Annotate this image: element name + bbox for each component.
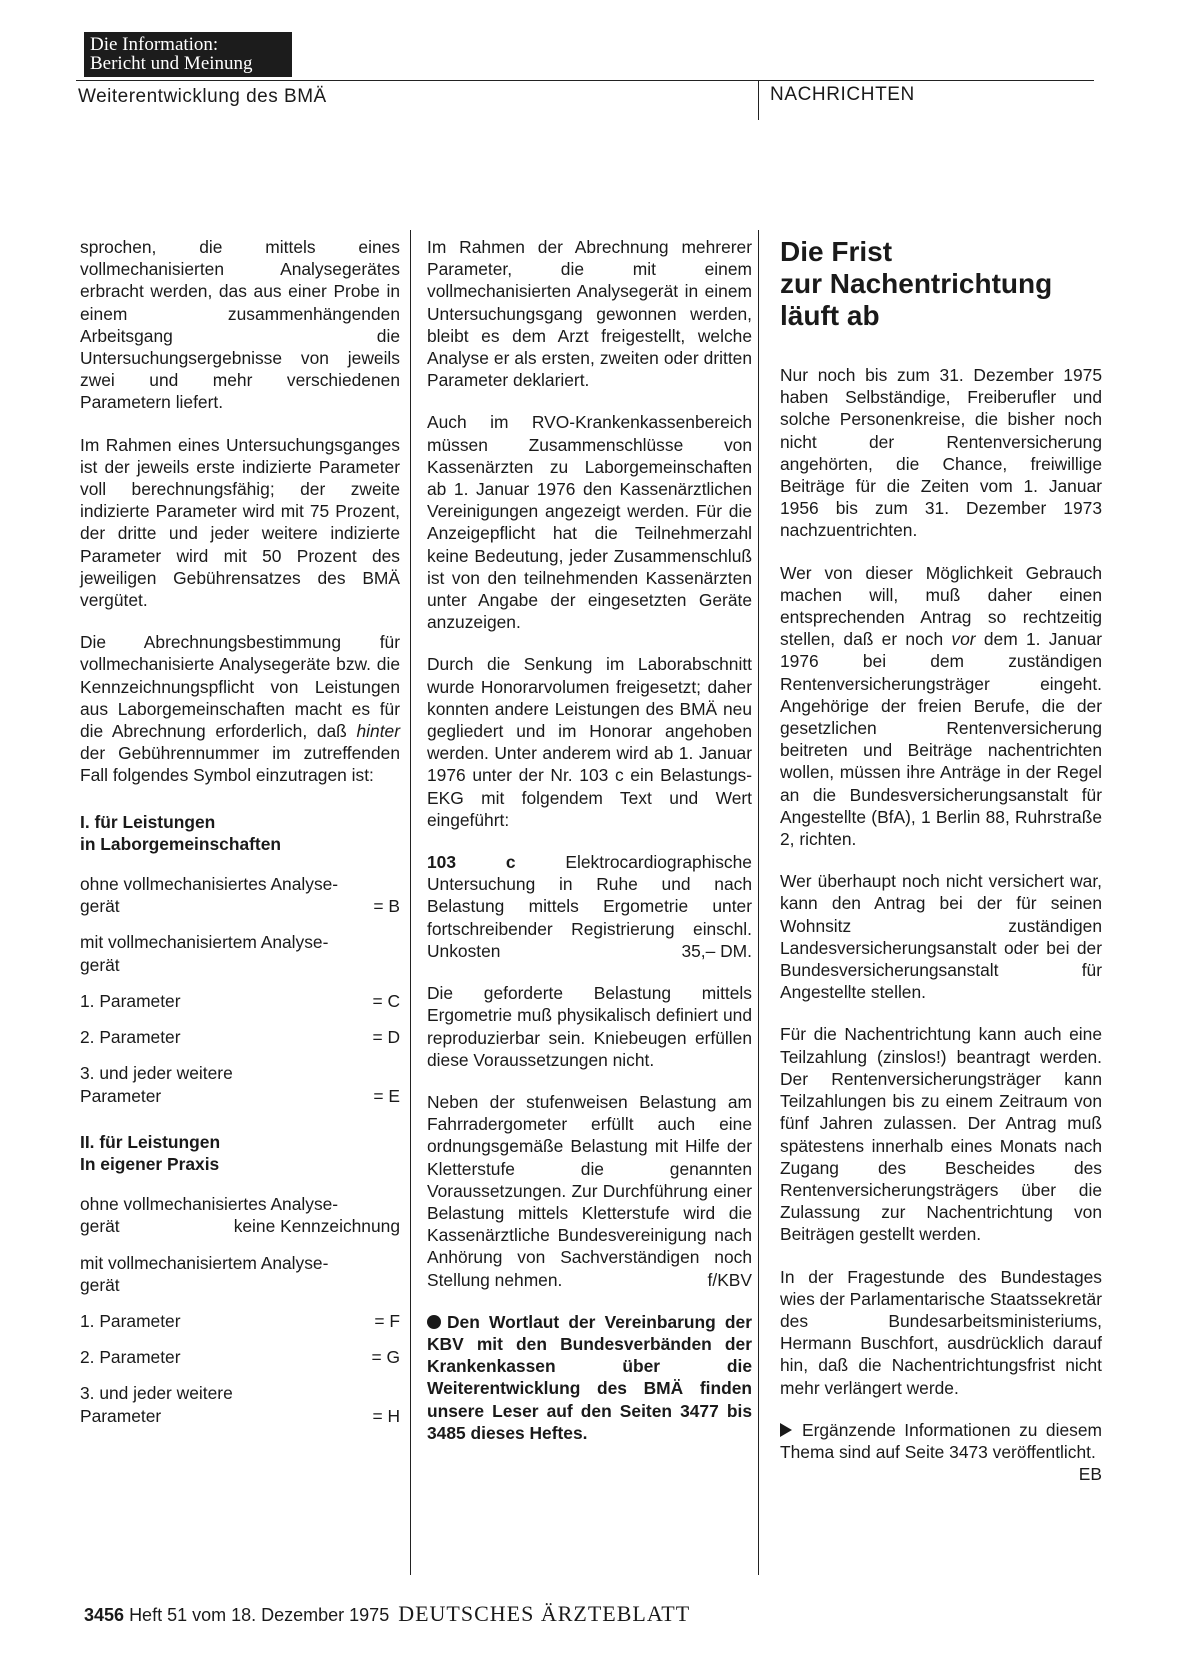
text: Die Abrechnungsbestimmung für vollmechanisierte Analysegeräte bzw. die Kennzeichnungspflicht von Leistungen aus Laborgemeinschaften macht es für die Abrechnung erforderlich, daß <box>80 632 400 742</box>
magazine-title: DEUTSCHES ÄRZTEBLATT <box>398 1601 691 1626</box>
subheading-2 <box>80 1131 400 1175</box>
row-label: 3. und jeder weitere <box>80 1383 233 1404</box>
signature: EB <box>1078 1464 1102 1485</box>
paragraph: Wer überhaupt noch nicht versichert war, kann den Antrag bei der für seinen Wohnsitz zuständigen Landesversicherungsanstalt oder bei der Bundesversicherungsanstalt für Angestellte stellen. <box>780 871 1102 1003</box>
paragraph: sprochen, die mittels eines vollmechanisierten Analysegerätes erbracht werden, das aus einer Probe in einem zusammenhängenden Arbeitsgang die Untersuchungsergebnisse von jeweils zwei und mehr verschiedenen Parametern liefert. <box>80 237 400 413</box>
symbol-row <box>80 990 400 1012</box>
article-headline <box>780 236 1102 332</box>
row-label: Parameter <box>80 1085 162 1106</box>
row-symbol: = E <box>373 1085 400 1106</box>
row-label: 1. Parameter <box>80 1310 181 1331</box>
row-label: 3. und jeder weitere <box>80 1063 233 1084</box>
paragraph: Im Rahmen der Abrechnung mehrerer Parameter, die mit einem vollmechanisierten Analysegerät in einem Untersuchungsgang gewonnen werden, bleibt es dem Arzt freigestellt, welche Analyse er als ersten, zweiten oder dritten Parameter deklariert. <box>427 237 752 391</box>
section-label: NACHRICHTEN <box>770 84 915 105</box>
column-rule-1 <box>410 230 411 1575</box>
section-tag-line2: Bericht und Meinung <box>90 53 253 74</box>
section-tag <box>84 32 292 77</box>
row-symbol: = D <box>372 1027 400 1048</box>
page-footer <box>84 1601 690 1627</box>
fee-entry <box>427 851 752 962</box>
symbol-row <box>80 931 400 975</box>
paragraph: In der Fragestunde des Bundestages wies der Parlamentarische Staatssekretär des Bundesarbeitsministeriums, Hermann Buschfort, ausdrücklich darauf hin, daß die Nachentrichtungsfrist nicht mehr verlängert werde. <box>780 1266 1102 1398</box>
paragraph: Für die Nachentrichtung kann auch eine Teilzahlung (zinslos!) beantragt werden. Der Rentenversicherungsträger kann Teilzahlungen bis zu einem Zeitraum von fünf Jahren zulassen. Der Antrag muß spätestens innerhalb eines Monats nach Zugang des Bescheides des Rentenversicherungsträgers über die Zulassung zur Nachentrichtung von Beiträgen gestellt werden. <box>780 1024 1102 1245</box>
row-label: gerät <box>80 896 120 917</box>
row-symbol: = F <box>374 1310 400 1331</box>
section-tag-line1: Die Information: <box>90 34 219 55</box>
arrow-right-icon <box>780 1423 792 1437</box>
row-symbol: keine Kennzeichnung <box>233 1216 400 1237</box>
subheading-line: In eigener Praxis <box>80 1153 220 1174</box>
emphasis: vor <box>951 629 976 650</box>
subheading-line: I. für Leistungen <box>80 811 216 832</box>
row-symbol: = B <box>373 896 400 917</box>
emphasis: hinter <box>356 721 400 742</box>
text: der Gebührennummer im zutreffenden Fall folgendes Symbol einzutragen ist: <box>80 743 400 786</box>
row-label: ohne vollmechanisiertes Analyse- <box>80 1194 339 1215</box>
reference-note <box>427 1311 752 1444</box>
paragraph <box>427 1091 752 1291</box>
row-symbol: = C <box>372 990 400 1011</box>
row-label: mit vollmechanisiertem Analyse- <box>80 932 329 953</box>
headline-line: läuft ab <box>780 300 880 331</box>
fee-price: 35,– DM. <box>681 940 752 961</box>
row-label: 1. Parameter <box>80 990 181 1011</box>
row-label: ohne vollmechanisiertes Analyse- <box>80 874 339 895</box>
text: dem 1. Januar 1976 bei dem zuständigen Rentenversicherungsträger eingeht. Angehörige der freien Berufe, die der gesetzlichen Rentenversicherung beitreten und Beiträge nachentrichten wollen, müssen ihre Anträge in der Regel an die Bundesversicherungsanstalt für Angestellte (BfA), 1 Berlin 88, Ruhrstraße 2, richten. <box>780 629 1102 850</box>
symbol-row <box>80 1062 400 1106</box>
text: Ergänzende Informationen zu diesem Thema sind auf Seite 3473 veröffentlicht. <box>780 1419 1102 1462</box>
symbol-row <box>80 1252 400 1296</box>
page-number: 3456 <box>84 1605 125 1625</box>
row-label: gerät <box>80 1274 120 1295</box>
column-2 <box>427 236 752 1464</box>
row-label: gerät <box>80 954 120 975</box>
symbol-row <box>80 873 400 917</box>
text: Neben der stufenweisen Belastung am Fahrradergometer erfüllt auch eine ordnungsgemäße Belastung mit Hilfe der Kletterstufe die genannten Voraussetzungen. Zur Durchführung einer Belastung mittels Kletterstufe wird die Kassenärztliche Bundesvereinigung nach Anhörung von Sachverständigen noch Stellung nehmen. <box>427 1091 752 1290</box>
row-symbol: = G <box>371 1347 400 1368</box>
row-symbol: = H <box>372 1405 400 1426</box>
row-label: mit vollmechanisiertem Analyse- <box>80 1252 329 1273</box>
row-label: gerät <box>80 1216 120 1237</box>
headline-line: zur Nachentrichtung <box>780 268 1053 299</box>
headline-line: Die Frist <box>780 236 893 267</box>
header-divider <box>758 80 759 120</box>
reference-note <box>780 1419 1102 1485</box>
paragraph: Auch im RVO-Krankenkassenbereich müssen Zusammenschlüsse von Kassenärzten zu Laborgemeinschaften ab 1. Januar 1976 den Kassenärztlichen Vereinigungen angezeigt werden. Für die Anzeigepflicht hat die Teilnehmerzahl keine Bedeutung, jeder Zusammenschluß ist von den teilnehmenden Kassenärzten unter Angabe der eingesetzten Geräte anzuzeigen. <box>427 412 752 633</box>
bullet-icon <box>427 1315 441 1329</box>
symbol-row <box>80 1193 400 1237</box>
subheading-line: II. für Leistungen <box>80 1131 221 1152</box>
fee-code: 103 c <box>427 852 516 873</box>
symbol-row <box>80 1382 400 1426</box>
fee-text: Elektrocardiographische Untersuchung in Ruhe und nach Belastung mittels Ergometrie unter fortschreibender Registrierung einschl. Unkosten <box>427 852 752 961</box>
text: Wer von dieser Möglichkeit Gebrauch machen will, muß daher einen entsprechenden Antrag so rechtzeitig stellen, daß er noch <box>780 562 1102 650</box>
issue-info: Heft 51 vom 18. Dezember 1975 <box>129 1605 390 1625</box>
symbol-row <box>80 1346 400 1368</box>
column-rule-2 <box>758 230 759 1575</box>
paragraph: Durch die Senkung im Laborabschnitt wurde Honorarvolumen freigesetzt; daher konnten andere Leistungen des BMÄ neu gegliedert und im Honorar angehoben werden. Unter anderem wird ab 1. Januar 1976 unter der Nr. 103 c ein Belastungs-EKG mit folgendem Text und Wert eingeführt: <box>427 654 752 830</box>
symbol-row <box>80 1026 400 1048</box>
subheading-1 <box>80 811 400 855</box>
paragraph: Nur noch bis zum 31. Dezember 1975 haben Selbständige, Freiberufler und solche Personenkreise, die bisher noch nicht der Rentenversicherung angehörten, die Chance, freiwillige Beiträge für die Zeiten vom 1. Januar 1956 bis zum 31. Dezember 1973 nachzuentrichten. <box>780 365 1102 541</box>
subheading-line: in Laborgemeinschaften <box>80 833 281 854</box>
paragraph <box>780 562 1102 851</box>
paragraph: Im Rahmen eines Untersuchungsganges ist der jeweils erste indizierte Parameter voll berechnungsfähig; der zweite indizierte Parameter wird mit 75 Prozent, der dritte und jeder weitere indizierte Parameter wird mit 50 Prozent des jeweiligen Gebührensatzes des BMÄ vergütet. <box>80 434 400 611</box>
paragraph <box>80 631 400 786</box>
column-1 <box>80 236 400 1441</box>
symbol-row <box>80 1310 400 1332</box>
text: Den Wortlaut der Vereinbarung der KBV mit den Bundesverbänden der Krankenkassen über die Weiterentwicklung des BMÄ finden unsere Leser auf den Seiten 3477 bis 3485 dieses Heftes. <box>427 1311 752 1443</box>
paragraph: Die geforderte Belastung mittels Ergometrie muß physikalisch definiert und reproduzierbar sein. Kniebeugen erfüllen diese Voraussetzungen nicht. <box>427 983 752 1070</box>
signature: f/KBV <box>707 1269 752 1290</box>
row-label: Parameter <box>80 1405 162 1426</box>
column-3 <box>780 236 1102 1485</box>
header-rule <box>76 80 1094 81</box>
row-label: 2. Parameter <box>80 1347 181 1368</box>
running-head: Weiterentwicklung des BMÄ <box>78 86 327 107</box>
row-label: 2. Parameter <box>80 1027 181 1048</box>
